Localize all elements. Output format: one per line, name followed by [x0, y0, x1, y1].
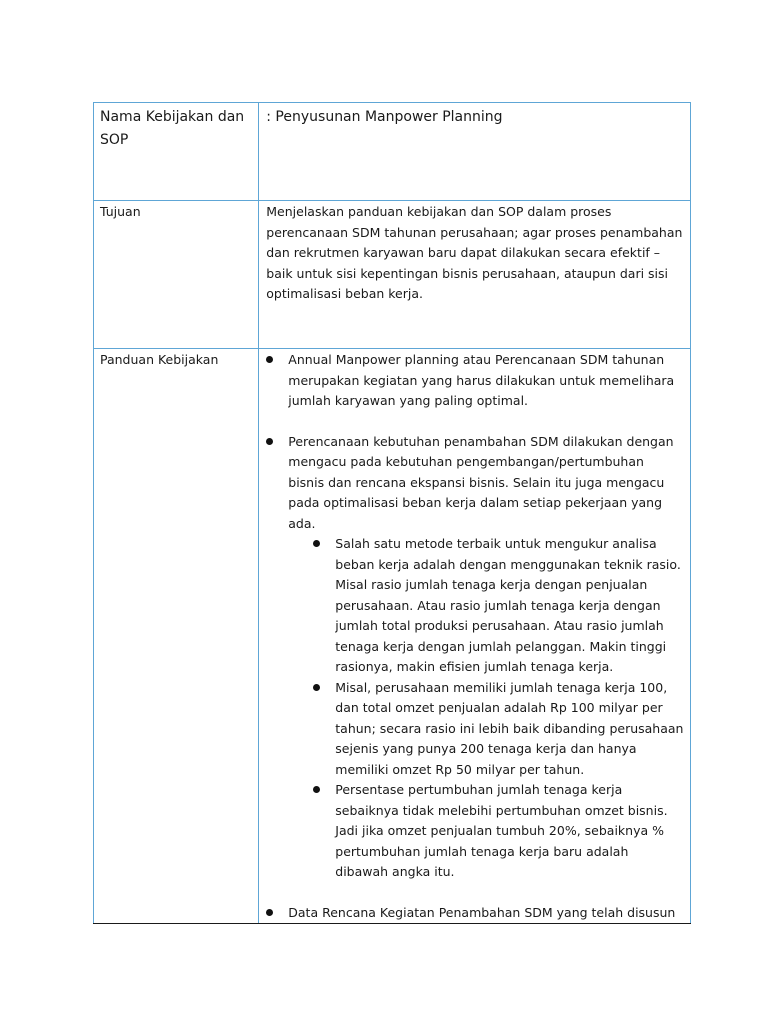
sub-list-item-line: memiliki omzet Rp 50 milyar per tahun.: [335, 761, 585, 777]
list-item-line: Perencanaan kebutuhan penambahan SDM dilakukan dengan: [288, 433, 674, 449]
list-item-line: ada.: [288, 515, 316, 531]
bullet-icon: [313, 684, 320, 691]
sub-list-item-line: beban kerja adalah dengan menggunakan teknik rasio.: [335, 556, 681, 572]
row-policy-name: [94, 103, 691, 201]
row-policy-guide: [94, 349, 691, 924]
purpose-line: Menjelaskan panduan kebijakan dan SOP dalam proses: [266, 204, 612, 219]
list-item: [263, 350, 682, 412]
list-item-line: pada optimalisasi beban kerja dalam setiap pekerjaan yang: [288, 495, 663, 510]
sub-list-item: [311, 534, 682, 678]
policy-guide-list: [263, 350, 682, 534]
purpose-line: optimalisasi beban kerja.: [266, 286, 423, 301]
sub-list-item-line: Persentase pertumbuhan jumlah tenaga kerja: [335, 782, 623, 797]
purpose-value-cell: [259, 201, 691, 349]
policy-name-value: : Penyusunan Manpower Planning: [266, 109, 503, 125]
sub-list-item-line: Jadi jika omzet penjualan tumbuh 20%, sebaiknya %: [335, 823, 664, 838]
list-item: [263, 432, 682, 535]
bullet-icon: [266, 356, 273, 363]
row-purpose: [94, 201, 691, 349]
sub-list-item-line: tenaga kerja dengan jumlah pelanggan. Makin tinggi: [335, 638, 667, 654]
sub-list-item-line: perusahaan. Atau rasio jumlah tenaga kerja dengan: [335, 597, 661, 613]
purpose-line: perencanaan SDM tahunan perusahaan; agar proses penambahan: [266, 224, 683, 240]
sub-list-item: [311, 678, 682, 781]
bullet-icon: [313, 786, 320, 793]
sub-list-item-line: dibawah angka itu.: [335, 864, 455, 879]
policy-guide-label: Panduan Kebijakan: [100, 352, 219, 367]
policy-guide-value-cell: [259, 349, 691, 924]
sub-list-item-line: tahun; secara rasio ini lebih baik dibanding perusahaan: [335, 720, 684, 736]
sub-list-item-line: rasionya, makin efisien jumlah tenaga kerja.: [335, 659, 614, 674]
bullet-icon: [266, 909, 273, 916]
policy-guide-sublist: [263, 534, 682, 883]
sub-list-item-line: pertumbuhan jumlah tenaga kerja baru adalah: [335, 843, 629, 859]
list-item-line: Data Rencana Kegiatan Penambahan SDM yang telah disusun: [288, 904, 676, 920]
policy-guide-label-cell: [94, 349, 259, 924]
purpose-label: Tujuan: [100, 204, 141, 219]
policy-name-label: [94, 103, 258, 152]
policy-guide-list-continued: [263, 903, 682, 924]
sub-list-item-line: sejenis yang punya 200 tenaga kerja dan hanya: [335, 741, 637, 756]
purpose-label-cell: [94, 201, 259, 349]
bullet-icon: [313, 540, 320, 547]
policy-name-value-cell: [259, 103, 691, 201]
purpose-text: [259, 201, 690, 305]
policy-name-label-line: Nama Kebijakan dan: [100, 109, 245, 125]
sub-list-item-line: jumlah total produksi perusahaan. Atau rasio jumlah: [335, 618, 664, 633]
list-item-line: bisnis dan rencana ekspansi bisnis. Selain itu juga mengacu: [288, 474, 665, 490]
purpose-line: baik untuk sisi kepentingan bisnis perusahaan, ataupun dari sisi: [266, 265, 669, 281]
list-item-line: jumlah karyawan yang paling optimal.: [288, 393, 529, 408]
list-item-line: merupakan kegiatan yang harus dilakukan untuk memelihara: [288, 372, 675, 388]
bullet-icon: [266, 438, 273, 445]
policy-table: [93, 102, 691, 924]
sub-list-item-line: Misal rasio jumlah tenaga kerja dengan penjualan: [335, 577, 648, 592]
purpose-line: dan rekrutmen karyawan baru dapat dilakukan secara efektif –: [266, 245, 661, 260]
policy-name-label-cell: [94, 103, 259, 201]
sub-list-item-line: sebaiknya tidak melebihi pertumbuhan omzet bisnis.: [335, 802, 668, 818]
list-item-line: Annual Manpower planning atau Perencanaan SDM tahunan: [288, 352, 665, 367]
sub-list-item-line: dan total omzet penjualan adalah Rp 100 milyar per: [335, 700, 663, 715]
policy-name-label-line: SOP: [100, 132, 129, 148]
list-item: [263, 903, 682, 924]
sub-list-item: [311, 780, 682, 883]
sub-list-item-line: Salah satu metode terbaik untuk mengukur analisa: [335, 536, 657, 551]
list-item-line: mengacu pada kebutuhan pengembangan/pertumbuhan: [288, 454, 644, 469]
sub-list-item-line: Misal, perusahaan memiliki jumlah tenaga kerja 100,: [335, 679, 668, 695]
